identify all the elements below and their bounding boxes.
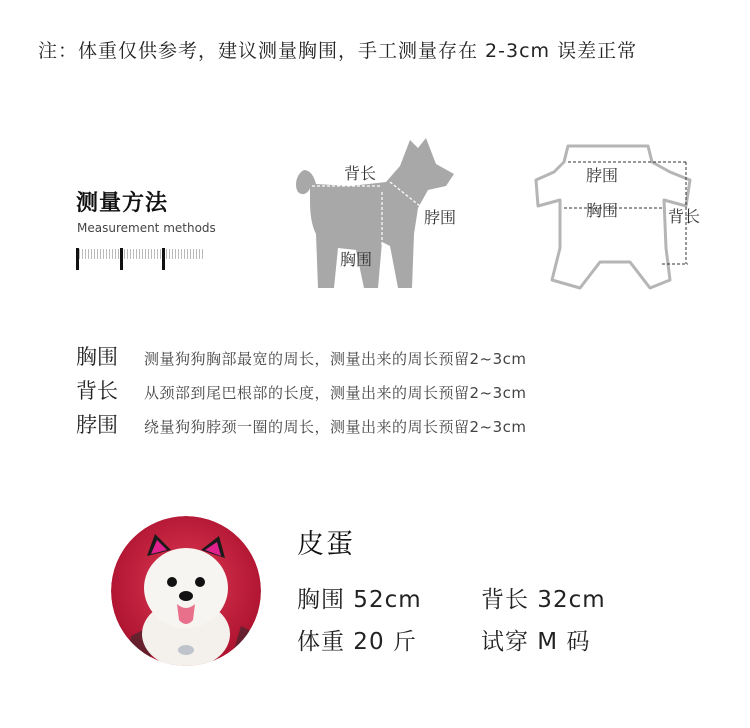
definition-desc: 从颈部到尾巴根部的长度，测量出来的周长预留2~3cm (144, 384, 527, 402)
pet-chest: 胸围 52cm (297, 587, 422, 613)
garment-label-neck: 脖围 (586, 166, 619, 185)
dog-label-back: 背长 (344, 164, 377, 183)
definition-desc: 测量狗狗胸部最宽的周长，测量出来的周长预留2~3cm (144, 350, 527, 368)
dog-label-neck: 脖围 (424, 208, 457, 227)
section-subtitle: Measurement methods (77, 221, 216, 235)
definition-term: 背长 (76, 379, 118, 403)
pet-size: 试穿 M 码 (481, 629, 591, 655)
definition-row (76, 341, 527, 371)
definition-term: 脖围 (76, 413, 118, 437)
pet-name: 皮蛋 (297, 529, 355, 560)
ruler-icon (76, 242, 206, 272)
definition-row (76, 375, 527, 405)
garment-label-back: 背长 (668, 207, 701, 226)
garment-label-chest: 胸围 (586, 201, 619, 220)
section-title: 测量方法 (76, 191, 169, 216)
size-note: 注：体重仅供参考，建议测量胸围，手工测量存在 2-3cm 误差正常 (38, 40, 638, 62)
definition-row (76, 409, 527, 439)
dog-label-chest: 胸围 (340, 250, 373, 269)
pet-weight: 体重 20 斤 (297, 629, 417, 655)
definition-term: 胸围 (76, 345, 118, 369)
pet-back-length: 背长 32cm (481, 587, 606, 613)
definition-desc: 绕量狗狗脖颈一圈的周长，测量出来的周长预留2~3cm (144, 418, 527, 436)
pet-avatar (111, 516, 261, 666)
